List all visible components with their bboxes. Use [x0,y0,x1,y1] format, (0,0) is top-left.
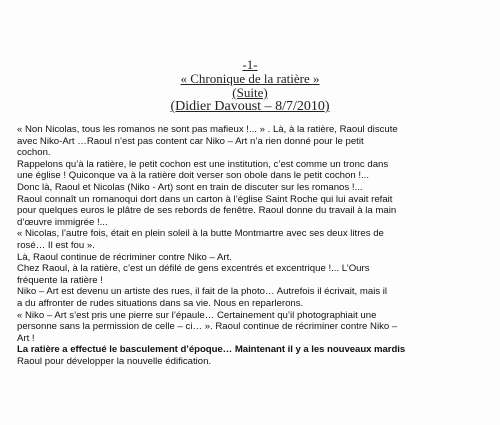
text-line: Niko – Art est devenu un artiste des rues, il fait de la photo… Autrefois il écrivait, mais il [17,286,388,298]
text-line: une église ! Quiconque va à la ratière doit verser son obole dans le petit cochon !... [17,170,369,182]
text-line: « Nicolas, l’autre fois, était en plein soleil à la butte Montmartre avec ses deux litres de [17,228,384,240]
text-line: Art ! [17,332,35,344]
text-line: cochon. [17,147,51,159]
text-line: pour quelques euros le plâtre de ses rebords de fenêtre. Raoul donne du travail à la main [17,205,397,217]
text-line: Chez Raoul, à la ratière, c’est un défilé de gens excentrés et excentrique !... L’Ours [17,263,370,275]
document-subtitle: (Suite) [232,85,268,100]
text-line: « Niko – Art s’est pris une pierre sur l’épaule… Certainement qu’il photographiait une [17,309,377,321]
text-line: Donc là, Raoul et Nicolas (Niko - Art) sont en train de discuter sur les romanos !... [17,181,363,193]
text-line: Rappelons qu’à la ratière, le petit cochon est une institution, c’est comme un tronc dans [17,158,389,170]
text-line: a du affronter de rudes situations dans sa vie. Nous en reparlerons. [17,297,304,309]
text-line: Là, Raoul continue de récriminer contre Niko – Art. [17,251,232,263]
text-line: La ratière a effectué le basculement d’époque… Maintenant il y a les nouveaux mardis [17,344,406,356]
text-line: avec Niko-Art …Raoul n’est pas content car Niko – Art n’a rien donné pour le petit [17,135,364,147]
text-line: Raoul connaît un romanoqui dort dans un carton à l’église Saint Roche qui lui avait refait [17,193,393,205]
text-line: rosé… Il est fou ». [17,239,95,251]
text-line: « Non Nicolas, tous les romanos ne sont pas mafieux !... » . Là, à la ratière, Raoul discute [17,124,398,135]
text-line: Raoul pour développer la nouvelle édification. [17,355,212,367]
text-line: d’œuvre immigrée !... [17,216,108,228]
author-date: (Didier Davoust – 8/7/2010) [170,99,330,114]
page-number: -1- [242,57,258,72]
text-line: personne sans la permission de celle – ci… ». Raoul continue de récriminer contre Niko – [17,321,398,333]
text-line: fréquente la ratière ! [17,274,103,286]
body-text [17,124,487,367]
document-title: « Chronique de la ratière » [180,71,320,86]
document-header [0,58,500,114]
